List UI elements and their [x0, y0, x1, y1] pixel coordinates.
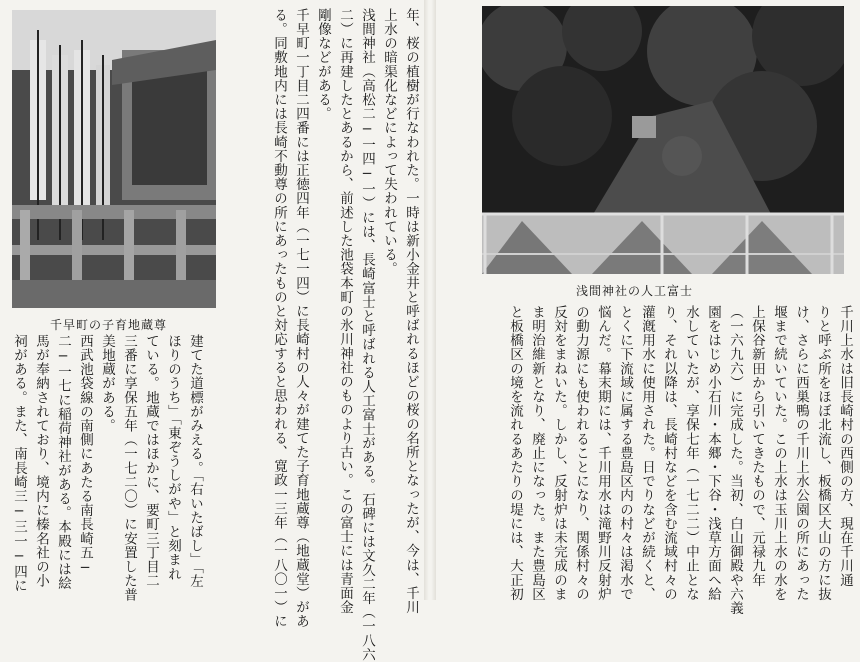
text-column: 剛像などがある。 — [315, 8, 331, 121]
text-column: と板橋区の境を流れるあたりの堤には、大正初 — [507, 305, 523, 602]
text-column: りと呼ぶ所をほぼ北流し、板橋区大山の方に抜 — [815, 305, 831, 602]
body-text-upper — [222, 8, 422, 662]
body-text-right — [436, 305, 856, 616]
text-column: 二）に再建したとあるから、前述した池袋本町の氷川神社のものより古い。この富士には青面金 — [337, 8, 353, 615]
text-column: 千早町一丁目二四番には正徳四年（一七一四）に長崎村の人々が建てた子育地蔵尊（地蔵堂）があ — [293, 8, 309, 629]
book-gutter — [424, 0, 436, 600]
jizo-shrine-photo — [12, 10, 216, 308]
text-column: 上水の暗渠化などによって失われている。 — [381, 8, 397, 276]
text-column: 浅間神社（高松二−一四−一）には、長崎富士と呼ばれる人工富士がある。石碑には文久二年（一八六 — [359, 8, 375, 662]
text-column: 堰まで続いていた。この上水は玉川上水の水を — [771, 305, 787, 602]
text-column: の動力源にも使われることになり、関係村々の — [573, 305, 589, 602]
text-column: 三番に享保五年（一七二〇）に安置した普 — [121, 334, 137, 602]
text-column: ている。地蔵ではほかに、要町三丁目二 — [143, 334, 159, 588]
text-column: 年、桜の植樹が行なわれた。一時は新小金井と呼ばれるほどの桜の名所となったが、今は、千川 — [403, 8, 419, 615]
photo-caption: 千早町の子育地蔵尊 — [50, 318, 168, 332]
text-column: り、それ以降は、長崎村などを含む流域村々の — [661, 305, 677, 602]
text-column: 園をはじめ小石川・本郷・下谷・浅草方面へ給 — [705, 305, 721, 602]
text-column: 祠がある。また、南長崎三−三一−四に — [11, 334, 27, 593]
photo-caption: 浅間神社の人工富士 — [576, 284, 694, 298]
text-column: 馬が奉納されており、境内に榛名社の小 — [33, 334, 49, 588]
text-column: 美地蔵がある。 — [99, 334, 115, 433]
text-column: ま明治維新となり、廃止になった。また豊島区 — [529, 305, 545, 602]
text-column: 水していたが、享保七年（一七二二）中止とな — [683, 305, 699, 602]
body-text-lower — [11, 334, 206, 602]
text-column: とくに下流域に属する豊島区内の村々は渇水で — [617, 305, 633, 602]
text-column: 上保谷新田から引いてきたもので、元禄九年 — [749, 305, 765, 587]
text-column: 悩んだ。幕末期には、千川用水は滝野川反射炉 — [595, 305, 611, 602]
text-column: 二−一七に稲荷神社がある。本殿には絵 — [55, 334, 71, 591]
text-column: 反対をまねいた。しかし、反射炉は未完成のま — [551, 305, 567, 602]
text-column: ほりのうち」「東ぞうしがや」と刻まれ — [165, 334, 181, 582]
right-page — [436, 0, 860, 616]
text-column: る。同敷地内には長崎不動尊の所にあったものと対応すると思われる、寛政一三年（一八〇一）に — [271, 8, 287, 629]
text-column: （一六九六）に完成した。当初、白山御殿や六義 — [727, 305, 743, 616]
left-page — [0, 0, 424, 662]
artificial-fuji-photo — [482, 6, 844, 274]
text-column: 西武池袋線の南側にあたる南長崎五− — [77, 334, 93, 577]
text-column: 千川上水は旧長崎村の西側の方、現在千川通 — [837, 305, 853, 587]
text-column: 灌漑用水に使用された。日でりなどが続くと、 — [639, 305, 655, 602]
text-column: け、さらに西巣鴨の千川上水公園の所にあった — [793, 305, 809, 602]
text-column: 建てた道標がみえる。「右いたばし」「左 — [187, 334, 203, 589]
